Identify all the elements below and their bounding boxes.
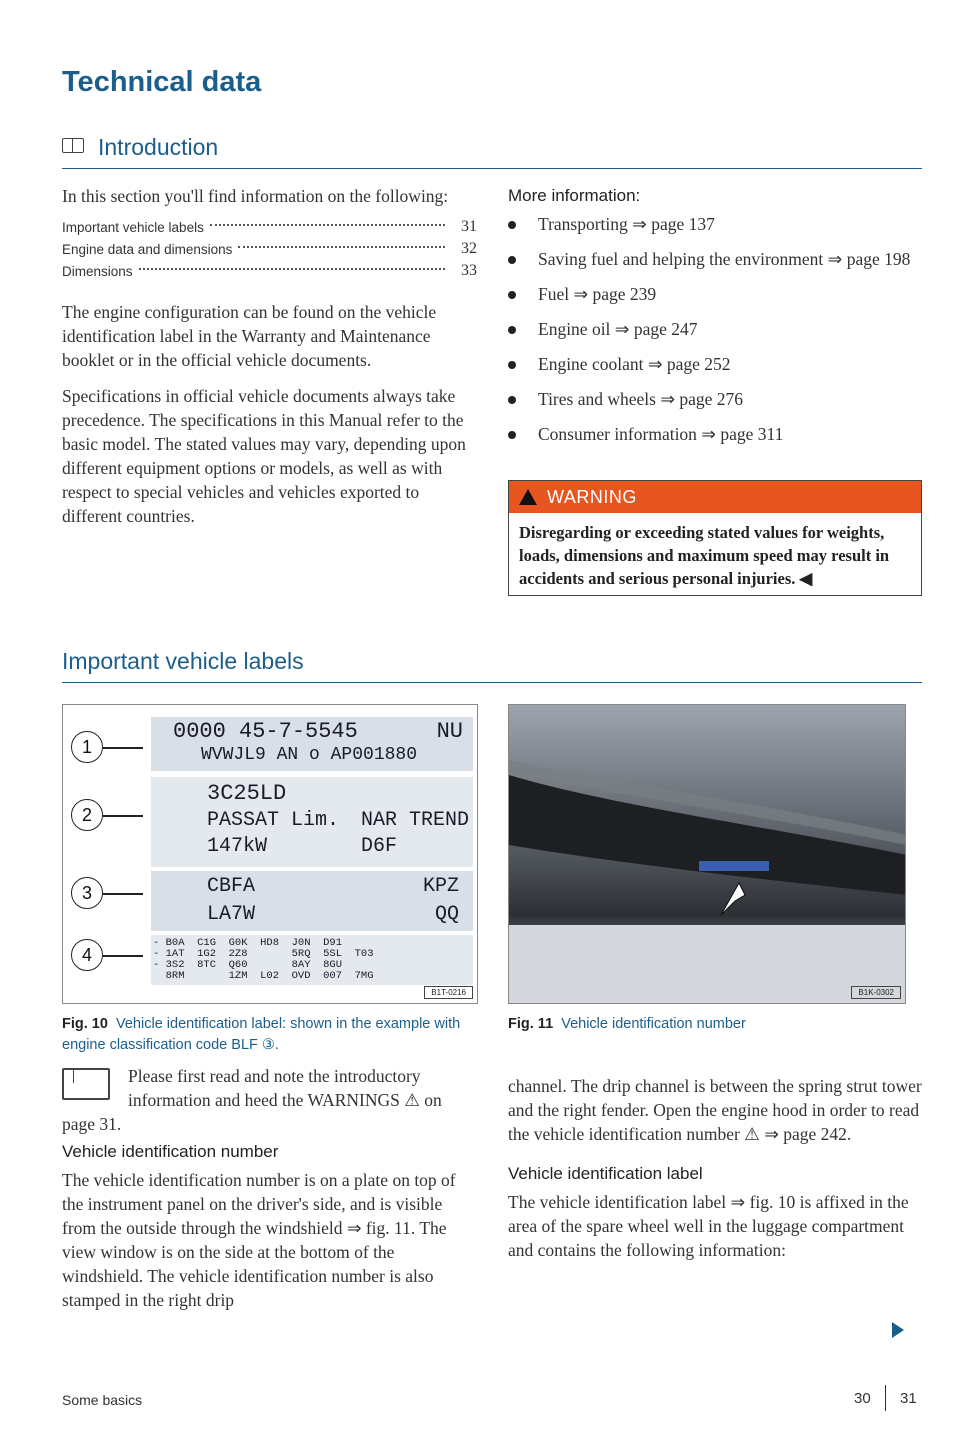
more-info-item[interactable]: Fuel ⇒ page 239 — [508, 282, 922, 306]
vin-text: The vehicle identification number is on a plate on top of the instrument panel on the driver's side, and is visible from the outside through the windshield ⇒ fig. 11. The view window is on the side at the bottom of the windshield. The vehicle identification number is also stamped in the right drip — [62, 1170, 456, 1310]
label-row-1b: NU — [436, 719, 463, 744]
vil-heading: Vehicle identification label — [508, 1164, 703, 1183]
fig10-caption-text: Vehicle identification label: shown in the example with engine classification code BLF ③. — [62, 1016, 461, 1053]
warning-icon — [519, 489, 537, 505]
intro-para-2: Specifications in official vehicle documents always take precedence. The specifications in this Manual refer to the basic model. The stated values may vary, depending upon different equipment options or models, as well as with respect to special vehicles and vehicles exported to different countries. — [62, 386, 466, 526]
note-text: Please first read and note the introductory information and heed the WARNINGS ⚠ on page 31. — [62, 1066, 442, 1134]
toc-page: 31 — [461, 218, 477, 235]
toc-label: Important vehicle labels — [62, 219, 204, 235]
label-row-2: WVWJL9 AN o AP001880 — [201, 745, 418, 765]
label-row-6a: CBFA — [207, 875, 256, 898]
toc-row[interactable] — [62, 238, 477, 260]
introduction-title: Introduction — [98, 134, 219, 160]
figure-code: B1T-0216 — [424, 986, 473, 999]
more-info-item[interactable]: Saving fuel and helping the environment ⇒ page 198 — [508, 247, 922, 271]
label-panel-vin — [151, 717, 473, 771]
label-row-4b: NAR — [361, 809, 398, 832]
vin-section — [62, 1130, 477, 1312]
chapter-title: Technical data — [62, 66, 262, 98]
label-row-7b: QQ — [434, 903, 459, 926]
intro-note — [62, 1064, 477, 1136]
more-info — [508, 186, 922, 457]
fig10-caption — [62, 1014, 478, 1056]
toc-row[interactable] — [62, 260, 477, 282]
fig11-caption-number: Fig. 11 — [508, 1016, 554, 1032]
warning-text: Disregarding or exceeding stated values for weights, loads, dimensions and maximum speed may result in accidents and serious personal injuries. ◀ — [519, 523, 890, 588]
more-info-item[interactable]: Transporting ⇒ page 137 — [508, 212, 922, 236]
label-row-4a: PASSAT Lim. — [207, 809, 340, 832]
more-info-item[interactable]: Tires and wheels ⇒ page 276 — [508, 387, 922, 411]
toc-page: 33 — [461, 262, 477, 279]
intro-column — [62, 184, 477, 528]
intro-para-1: The engine configuration can be found on the vehicle identification label in the Warranty and Maintenance booklet or in the official vehicle documents. — [62, 302, 437, 370]
label-row-6b: KPZ — [422, 875, 459, 898]
fig11-caption — [508, 1014, 908, 1035]
label-codes-4: 8RM 1ZM L02 OVD 007 7MG — [153, 970, 374, 982]
warning-box — [508, 480, 922, 596]
introduction-heading — [62, 134, 922, 169]
label-codes-2: - 1AT 1G2 2Z8 5RQ 5SL T03 — [153, 948, 374, 960]
vin-heading: Vehicle identification number — [62, 1142, 279, 1161]
more-info-item[interactable]: Engine coolant ⇒ page 252 — [508, 352, 922, 376]
warning-bar — [509, 481, 921, 513]
book-icon — [62, 138, 84, 153]
toc-label: Engine data and dimensions — [62, 241, 233, 257]
figure-code: B1K-0302 — [851, 986, 901, 999]
labels-heading — [62, 648, 922, 683]
label-row-1a: 0000 45-7-5545 — [173, 719, 358, 744]
book-icon — [62, 1068, 110, 1100]
labels-title: Important vehicle labels — [62, 648, 304, 674]
toc-label: Dimensions — [62, 263, 133, 279]
toc-row[interactable] — [62, 216, 477, 238]
page-number-right: 31 — [900, 1390, 917, 1407]
callout-3: 3 — [71, 877, 103, 909]
windshield-illustration — [509, 705, 906, 1004]
label-codes-1: - B0A C1G G0K HD8 J0N D91 — [153, 937, 343, 949]
more-info-list — [508, 212, 922, 446]
intro-lead: In this section you'll find information on the following: — [62, 186, 449, 206]
callout-2: 2 — [71, 799, 103, 831]
page-number-left: 30 — [854, 1390, 871, 1407]
callout-4: 4 — [71, 939, 103, 971]
label-row-5a: 147kW — [207, 835, 268, 858]
label-panel-engine — [151, 871, 473, 931]
toc-list — [62, 216, 477, 282]
callout-1: 1 — [71, 731, 103, 763]
next-page-arrow-icon[interactable] — [892, 1322, 904, 1338]
label-panel-codes — [151, 935, 473, 985]
fig10-caption-number: Fig. 10 — [62, 1016, 108, 1032]
more-info-item[interactable]: Engine oil ⇒ page 247 — [508, 317, 922, 341]
warning-title: WARNING — [547, 486, 637, 507]
fig11-caption-text: Vehicle identification number — [561, 1016, 746, 1032]
label-panel-model — [151, 777, 473, 867]
vin-continuation — [508, 1074, 922, 1262]
vin-text-cont: channel. The drip channel is between the spring strut tower and the right fender. Open the engine hood in order to read the vehicle identification number ⚠ ⇒ page 242. — [508, 1076, 922, 1144]
vin-photo-figure — [508, 704, 906, 1004]
footer-pages — [854, 1385, 917, 1411]
label-row-3: 3C25LD — [207, 781, 287, 806]
vil-text: The vehicle identification label ⇒ fig. 10 is affixed in the area of the spare wheel well in the luggage compartment and contains the following information: — [508, 1192, 909, 1260]
more-info-item[interactable]: Consumer information ⇒ page 311 — [508, 422, 922, 446]
footer-section: Some basics — [62, 1392, 143, 1408]
label-row-5b: D6F — [361, 835, 398, 858]
vehicle-label-figure — [62, 704, 478, 1004]
toc-page: 32 — [461, 240, 477, 257]
label-row-4c: TREND — [408, 809, 469, 832]
more-info-heading: More information: — [508, 186, 641, 205]
label-codes-3: - 3S2 8TC Q60 8AY 8GU — [153, 959, 343, 971]
label-row-7a: LA7W — [207, 903, 256, 926]
